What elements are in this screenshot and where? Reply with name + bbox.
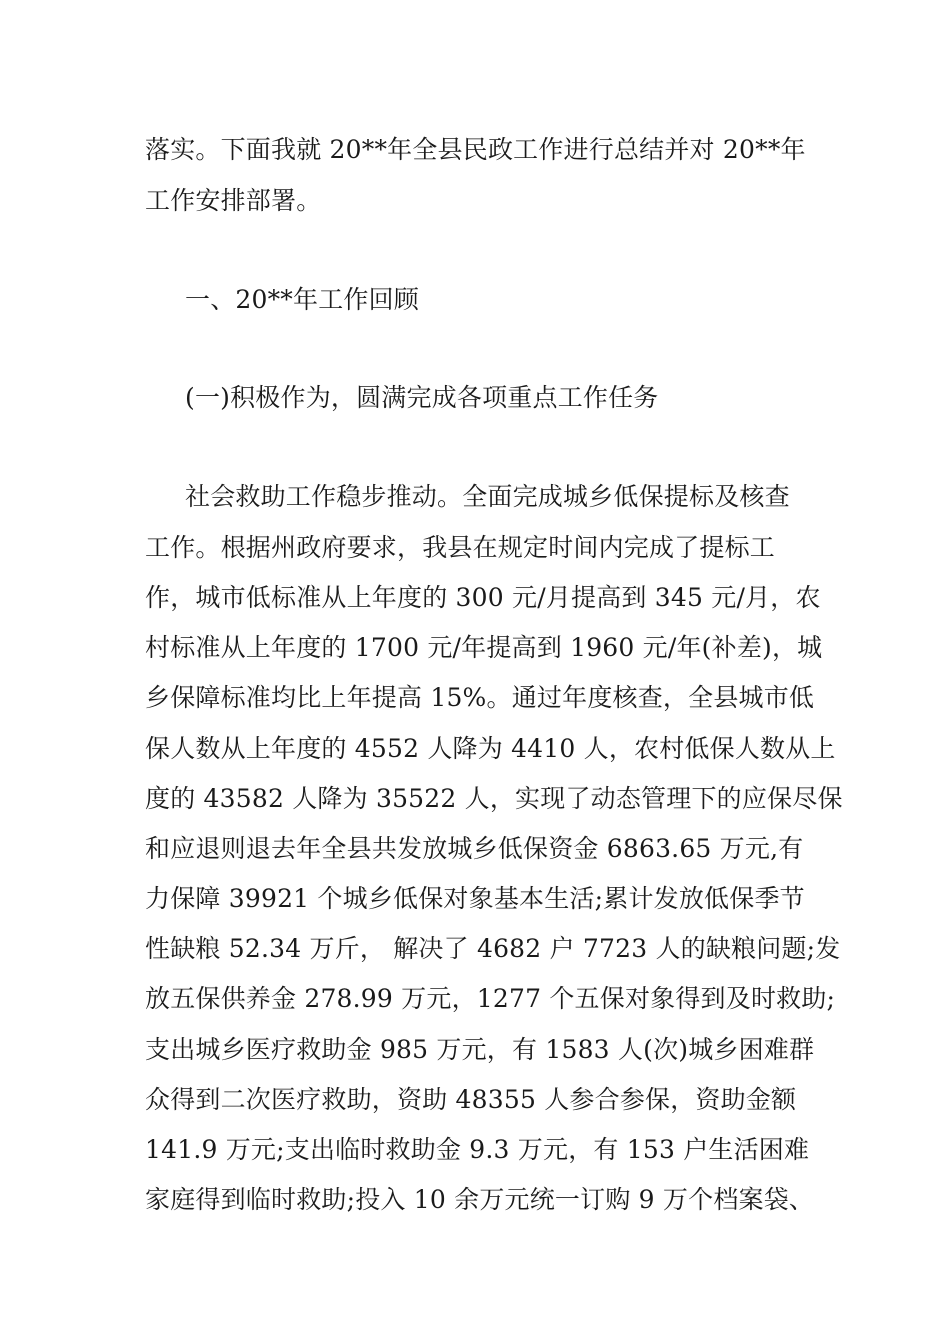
paragraph-line: 性缺粮 52.34 万斤， 解决了 4682 户 7723 人的缺粮问题;发: [145, 934, 841, 963]
paragraph-line: 支出城乡医疗救助金 985 万元，有 1583 人(次)城乡困难群: [145, 1035, 815, 1064]
paragraph-line: 社会救助工作稳步推动。全面完成城乡低保提标及核查: [185, 482, 790, 511]
paragraph-line: 作，城市低标准从上年度的 300 元/月提高到 345 元/月，农: [145, 583, 821, 612]
section-heading: 一、20**年工作回顾: [185, 285, 420, 314]
paragraph-line: 和应退则退去年全县共发放城乡低保资金 6863.65 万元,有: [145, 834, 804, 863]
subsection-heading: (一)积极作为，圆满完成各项重点工作任务: [185, 383, 659, 412]
paragraph-line: 放五保供养金 278.99 万元，1277 个五保对象得到及时救助;: [145, 984, 836, 1013]
paragraph-line: 141.9 万元;支出临时救助金 9.3 万元，有 153 户生活困难: [145, 1135, 810, 1164]
paragraph-line: 村标准从上年度的 1700 元/年提高到 1960 元/年(补差)，城: [145, 633, 823, 662]
paragraph-line: 乡保障标准均比上年提高 15%。通过年度核查，全县城市低: [145, 683, 815, 712]
paragraph-line: 工作。根据州政府要求，我县在规定时间内完成了提标工: [145, 533, 776, 562]
paragraph-line: 家庭得到临时救助;投入 10 余万元统一订购 9 万个档案袋、: [145, 1185, 815, 1214]
paragraph-line: 保人数从上年度的 4552 人降为 4410 人，农村低保人数从上: [145, 734, 836, 763]
body-text-line: 落实。下面我就 20**年全县民政工作进行总结并对 20**年: [145, 135, 806, 164]
paragraph-line: 力保障 39921 个城乡低保对象基本生活;累计发放低保季节: [145, 884, 805, 913]
body-text-line: 工作安排部署。: [145, 186, 322, 215]
paragraph-line: 众得到二次医疗救助，资助 48355 人参合参保，资助金额: [145, 1085, 797, 1114]
paragraph-line: 度的 43582 人降为 35522 人，实现了动态管理下的应保尽保: [145, 784, 843, 813]
